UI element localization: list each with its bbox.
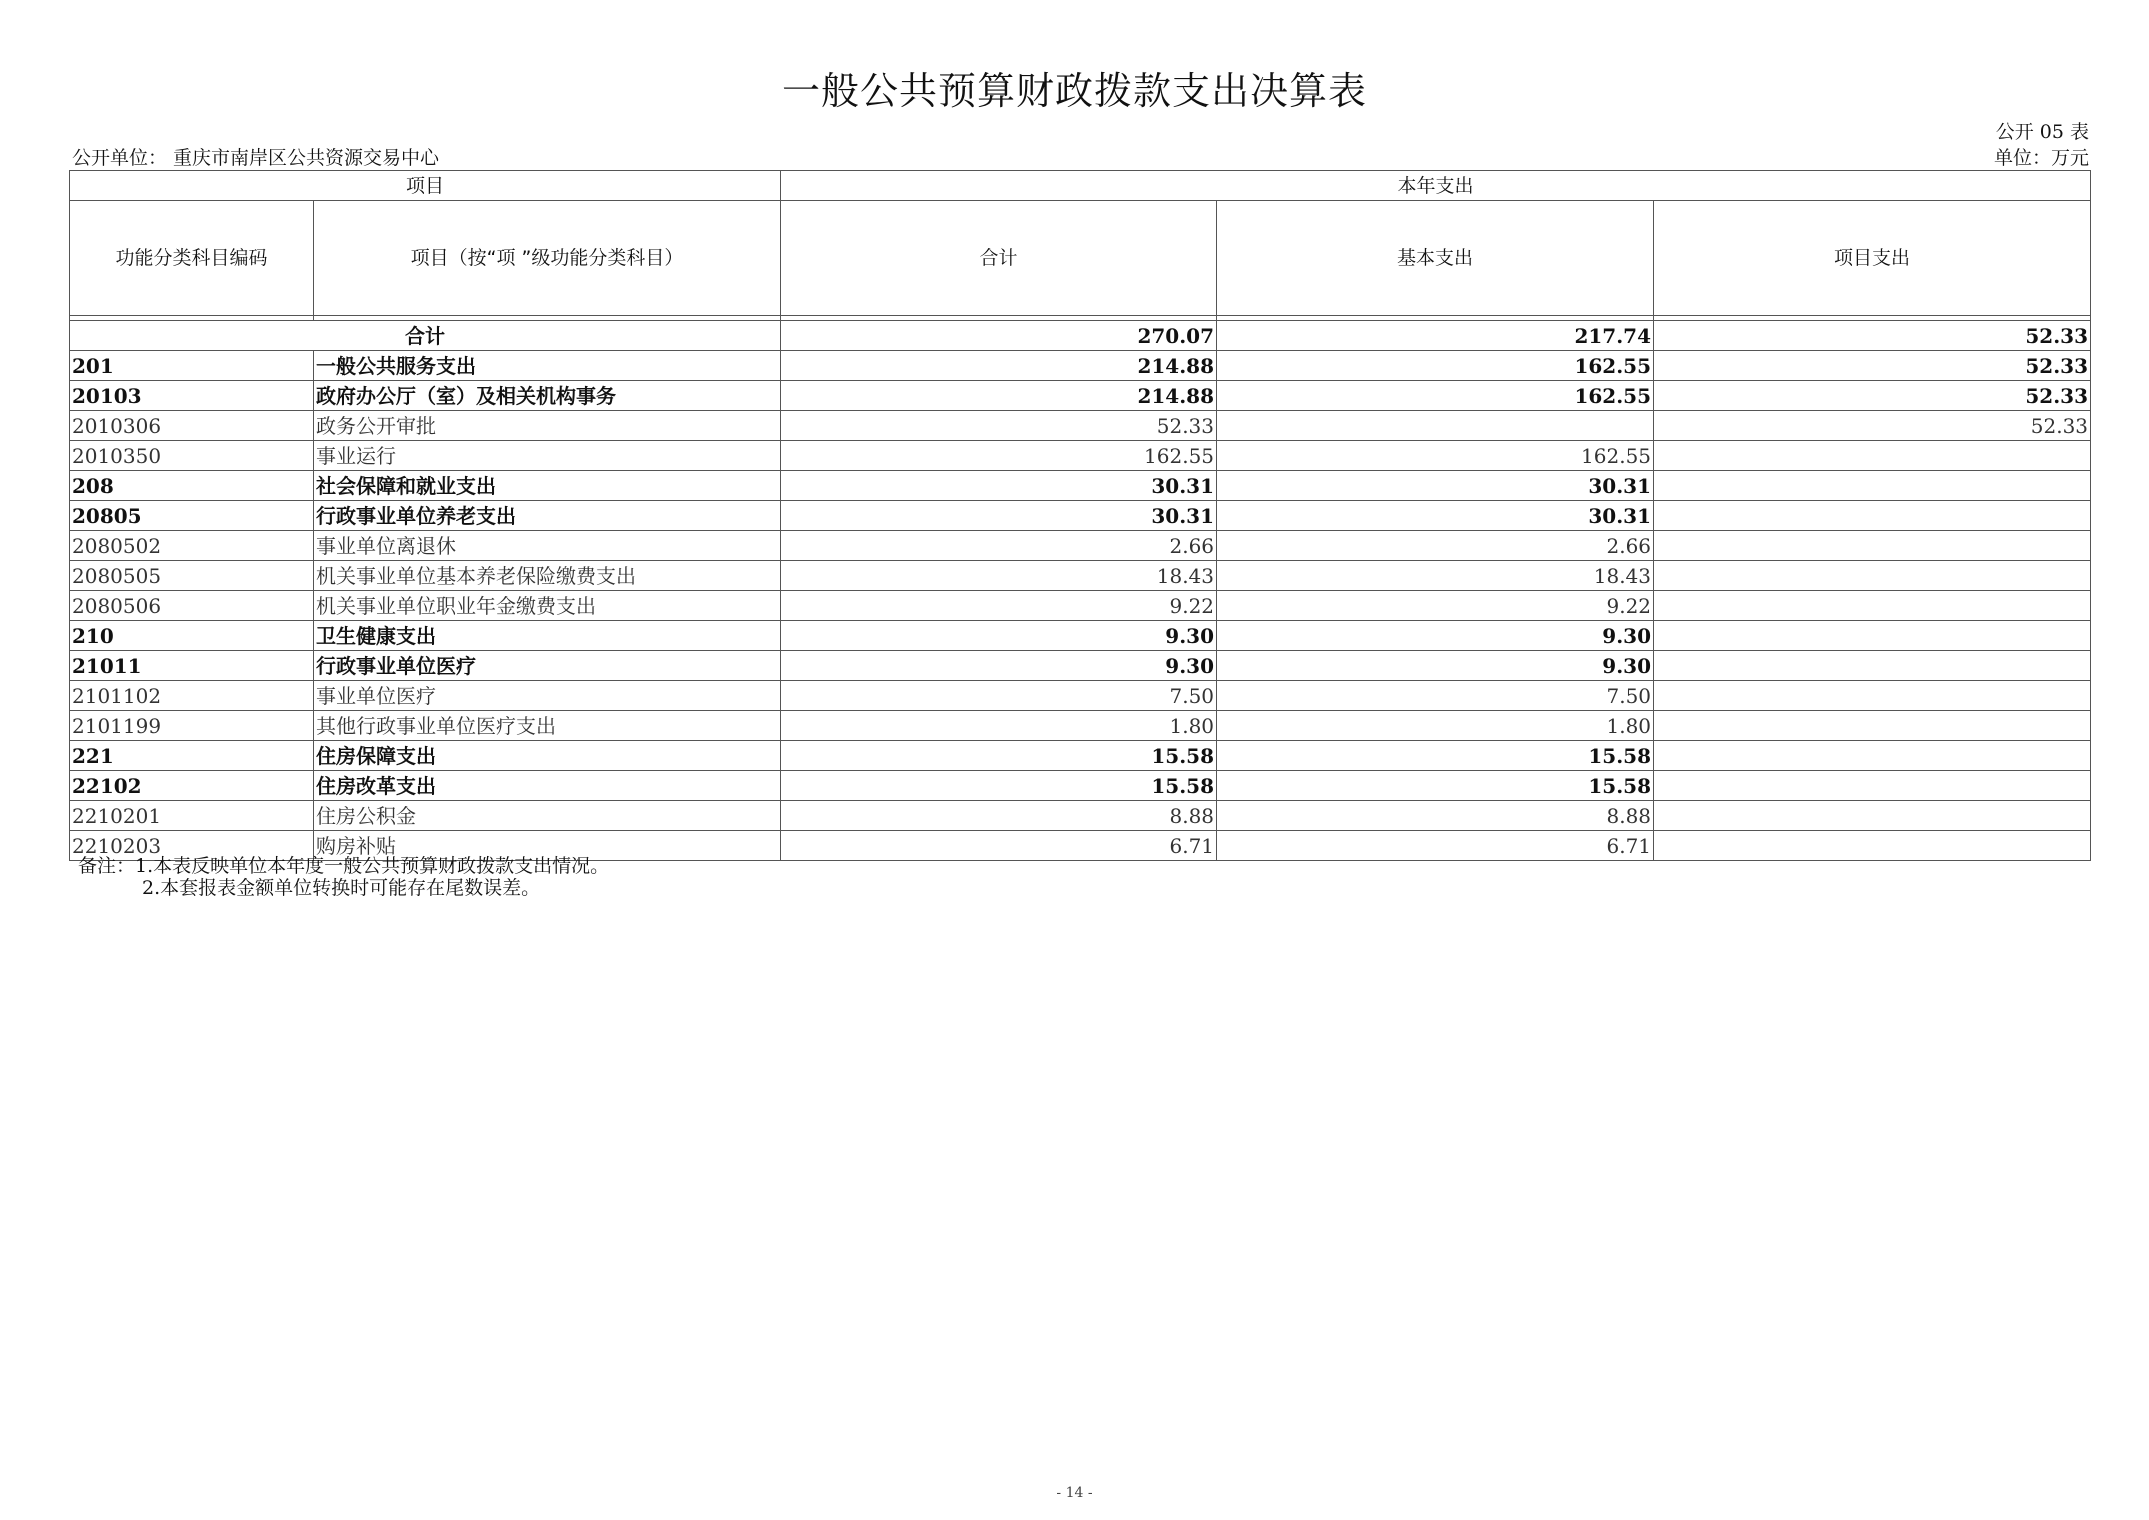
table-row	[70, 741, 2091, 771]
cell-code: 21011	[70, 651, 314, 681]
cell-name: 住房改革支出	[314, 771, 781, 801]
cell-total: 6.71	[781, 831, 1217, 861]
cell-project	[1654, 621, 2091, 651]
cell-total: 1.80	[781, 711, 1217, 741]
cell-total: 15.58	[781, 741, 1217, 771]
note-line-1: 备注：1.本表反映单位本年度一般公共预算财政拨款支出情况。	[78, 855, 610, 877]
header-project: 项目支出	[1654, 201, 2091, 316]
cell-basic: 9.30	[1217, 621, 1654, 651]
cell-code: 2010306	[70, 411, 314, 441]
cell-project	[1654, 471, 2091, 501]
cell-name: 政务公开审批	[314, 411, 781, 441]
expenditure-table	[69, 170, 2091, 861]
cell-total: 15.58	[781, 771, 1217, 801]
cell-code: 22102	[70, 771, 314, 801]
total-row-basic: 217.74	[1217, 321, 1654, 351]
cell-name: 其他行政事业单位医疗支出	[314, 711, 781, 741]
cell-name: 机关事业单位职业年金缴费支出	[314, 591, 781, 621]
header-row-1	[70, 171, 2091, 201]
cell-total: 9.22	[781, 591, 1217, 621]
cell-project	[1654, 441, 2091, 471]
header-code: 功能分类科目编码	[70, 201, 314, 316]
cell-name: 一般公共服务支出	[314, 351, 781, 381]
table-row	[70, 561, 2091, 591]
cell-project	[1654, 681, 2091, 711]
cell-project	[1654, 831, 2091, 861]
cell-code: 2101199	[70, 711, 314, 741]
cell-code: 2210201	[70, 801, 314, 831]
cell-name: 机关事业单位基本养老保险缴费支出	[314, 561, 781, 591]
table-row	[70, 501, 2091, 531]
cell-basic: 30.31	[1217, 501, 1654, 531]
cell-basic: 9.22	[1217, 591, 1654, 621]
form-number: 公开 05 表	[1995, 121, 2089, 143]
cell-total: 7.50	[781, 681, 1217, 711]
currency-unit: 单位：万元	[1993, 147, 2089, 169]
table-row	[70, 621, 2091, 651]
table-row	[70, 531, 2091, 561]
cell-total: 52.33	[781, 411, 1217, 441]
cell-name: 政府办公厅（室）及相关机构事务	[314, 381, 781, 411]
total-row-total: 270.07	[781, 321, 1217, 351]
cell-basic: 162.55	[1217, 381, 1654, 411]
total-row	[70, 321, 2091, 351]
table-row	[70, 441, 2091, 471]
cell-code: 20103	[70, 381, 314, 411]
cell-project	[1654, 591, 2091, 621]
cell-name: 卫生健康支出	[314, 621, 781, 651]
cell-code: 221	[70, 741, 314, 771]
total-row-project: 52.33	[1654, 321, 2091, 351]
cell-total: 30.31	[781, 501, 1217, 531]
cell-total: 30.31	[781, 471, 1217, 501]
cell-project	[1654, 771, 2091, 801]
header-basic: 基本支出	[1217, 201, 1654, 316]
cell-total: 9.30	[781, 621, 1217, 651]
cell-project	[1654, 561, 2091, 591]
cell-project	[1654, 531, 2091, 561]
cell-name: 住房公积金	[314, 801, 781, 831]
table-row	[70, 771, 2091, 801]
cell-name: 购房补贴	[314, 831, 781, 861]
cell-basic: 1.80	[1217, 711, 1654, 741]
cell-basic: 15.58	[1217, 741, 1654, 771]
header-row-2	[70, 201, 2091, 316]
cell-project	[1654, 711, 2091, 741]
cell-basic: 6.71	[1217, 831, 1654, 861]
page-number: - 14 -	[1056, 1485, 1093, 1501]
cell-code: 2080506	[70, 591, 314, 621]
cell-name: 住房保障支出	[314, 741, 781, 771]
cell-project: 52.33	[1654, 411, 2091, 441]
cell-code: 2210203	[70, 831, 314, 861]
reporting-unit: 公开单位： 重庆市南岸区公共资源交易中心	[72, 147, 440, 169]
table-row	[70, 411, 2091, 441]
cell-project	[1654, 651, 2091, 681]
cell-name: 事业单位医疗	[314, 681, 781, 711]
cell-basic: 9.30	[1217, 651, 1654, 681]
cell-project: 52.33	[1654, 381, 2091, 411]
note-line-2: 2.本套报表金额单位转换时可能存在尾数误差。	[142, 877, 541, 899]
header-item: 项目	[70, 171, 781, 201]
cell-basic: 7.50	[1217, 681, 1654, 711]
cell-project: 52.33	[1654, 351, 2091, 381]
header-total: 合计	[781, 201, 1217, 316]
page-title: 一般公共预算财政拨款支出决算表	[781, 69, 1367, 113]
cell-project	[1654, 801, 2091, 831]
cell-basic: 18.43	[1217, 561, 1654, 591]
cell-code: 2080505	[70, 561, 314, 591]
cell-code: 208	[70, 471, 314, 501]
cell-name: 事业运行	[314, 441, 781, 471]
notes	[78, 855, 609, 899]
cell-basic: 162.55	[1217, 441, 1654, 471]
cell-code: 2101102	[70, 681, 314, 711]
cell-total: 214.88	[781, 381, 1217, 411]
cell-code: 210	[70, 621, 314, 651]
cell-basic: 15.58	[1217, 771, 1654, 801]
table-row	[70, 381, 2091, 411]
cell-basic: 162.55	[1217, 351, 1654, 381]
cell-name: 行政事业单位养老支出	[314, 501, 781, 531]
cell-code: 20805	[70, 501, 314, 531]
table-row	[70, 351, 2091, 381]
cell-project	[1654, 501, 2091, 531]
header-name: 项目（按“项 ”级功能分类科目）	[314, 201, 781, 316]
cell-code: 201	[70, 351, 314, 381]
total-row-label: 合计	[70, 321, 781, 351]
table-row	[70, 651, 2091, 681]
table-row	[70, 591, 2091, 621]
cell-code: 2010350	[70, 441, 314, 471]
cell-name: 事业单位离退休	[314, 531, 781, 561]
cell-project	[1654, 741, 2091, 771]
cell-name: 行政事业单位医疗	[314, 651, 781, 681]
cell-total: 162.55	[781, 441, 1217, 471]
cell-total: 9.30	[781, 651, 1217, 681]
cell-total: 8.88	[781, 801, 1217, 831]
table-row	[70, 471, 2091, 501]
cell-basic	[1217, 411, 1654, 441]
cell-total: 214.88	[781, 351, 1217, 381]
cell-basic: 8.88	[1217, 801, 1654, 831]
header-current-year: 本年支出	[781, 171, 2091, 201]
cell-total: 18.43	[781, 561, 1217, 591]
cell-basic: 2.66	[1217, 531, 1654, 561]
cell-name: 社会保障和就业支出	[314, 471, 781, 501]
table-row	[70, 681, 2091, 711]
cell-basic: 30.31	[1217, 471, 1654, 501]
cell-total: 2.66	[781, 531, 1217, 561]
table-row	[70, 711, 2091, 741]
table-row	[70, 801, 2091, 831]
cell-code: 2080502	[70, 531, 314, 561]
